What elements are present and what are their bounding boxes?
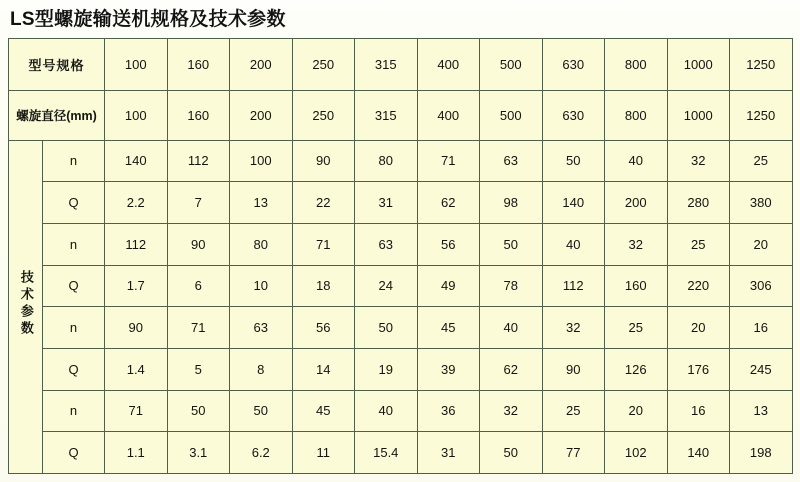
- table-cell: 78: [480, 265, 543, 307]
- table-cell: 90: [105, 307, 168, 349]
- table-cell: 100: [105, 39, 168, 91]
- table-cell: 80: [230, 223, 293, 265]
- spec-table-container: [8, 38, 792, 474]
- table-row-diameter: [9, 91, 793, 140]
- table-cell: 45: [292, 390, 355, 432]
- sub-header-q: Q: [43, 265, 105, 307]
- table-cell: 71: [167, 307, 230, 349]
- table-cell: 380: [730, 182, 793, 224]
- table-cell: 14: [292, 348, 355, 390]
- table-row-group4-q: [9, 432, 793, 474]
- table-cell: 198: [730, 432, 793, 474]
- table-row-group1-n: [9, 140, 793, 182]
- table-cell: 10: [230, 265, 293, 307]
- table-cell: 140: [667, 432, 730, 474]
- table-cell: 160: [605, 265, 668, 307]
- table-cell: 500: [480, 39, 543, 91]
- table-cell: 500: [480, 91, 543, 140]
- table-cell: 306: [730, 265, 793, 307]
- table-cell: 50: [480, 432, 543, 474]
- table-cell: 16: [730, 307, 793, 349]
- table-cell: 176: [667, 348, 730, 390]
- table-cell: 50: [167, 390, 230, 432]
- table-cell: 90: [292, 140, 355, 182]
- page-title: LS型螺旋输送机规格及技术参数: [10, 9, 286, 30]
- sub-header-n: n: [43, 307, 105, 349]
- row-header-tech-params: [9, 140, 43, 473]
- table-cell: 3.1: [167, 432, 230, 474]
- table-cell: 62: [417, 182, 480, 224]
- table-cell: 102: [605, 432, 668, 474]
- table-cell: 315: [355, 39, 418, 91]
- table-cell: 36: [417, 390, 480, 432]
- table-cell: 200: [230, 39, 293, 91]
- table-cell: 160: [167, 91, 230, 140]
- row-header-diameter: 螺旋直径(mm): [9, 91, 105, 140]
- table-cell: 800: [605, 91, 668, 140]
- table-cell: 90: [542, 348, 605, 390]
- table-cell: 40: [605, 140, 668, 182]
- table-cell: 63: [230, 307, 293, 349]
- table-cell: 90: [167, 223, 230, 265]
- table-cell: 50: [542, 140, 605, 182]
- table-cell: 200: [230, 91, 293, 140]
- table-cell: 16: [667, 390, 730, 432]
- table-cell: 20: [605, 390, 668, 432]
- table-cell: 100: [230, 140, 293, 182]
- table-cell: 1250: [730, 39, 793, 91]
- table-cell: 13: [730, 390, 793, 432]
- table-cell: 100: [105, 91, 168, 140]
- sub-header-q: Q: [43, 182, 105, 224]
- table-cell: 56: [417, 223, 480, 265]
- sub-header-q: Q: [43, 432, 105, 474]
- table-cell: 63: [480, 140, 543, 182]
- table-cell: 630: [542, 39, 605, 91]
- table-cell: 160: [167, 39, 230, 91]
- table-cell: 19: [355, 348, 418, 390]
- table-row-group4-n: [9, 390, 793, 432]
- table-cell: 2.2: [105, 182, 168, 224]
- table-cell: 1.4: [105, 348, 168, 390]
- sub-header-n: n: [43, 223, 105, 265]
- table-cell: 50: [355, 307, 418, 349]
- table-cell: 22: [292, 182, 355, 224]
- table-cell: 31: [355, 182, 418, 224]
- table-cell: 25: [730, 140, 793, 182]
- table-cell: 98: [480, 182, 543, 224]
- table-cell: 20: [667, 307, 730, 349]
- table-cell: 220: [667, 265, 730, 307]
- table-cell: 32: [605, 223, 668, 265]
- sub-header-n: n: [43, 140, 105, 182]
- table-cell: 5: [167, 348, 230, 390]
- table-row-group1-q: [9, 182, 793, 224]
- table-cell: 50: [480, 223, 543, 265]
- spec-table: [8, 38, 793, 474]
- table-cell: 245: [730, 348, 793, 390]
- tech-params-label: 技术参数: [18, 269, 34, 338]
- table-row-group3-q: [9, 348, 793, 390]
- table-cell: 18: [292, 265, 355, 307]
- table-cell: 630: [542, 91, 605, 140]
- table-cell: 8: [230, 348, 293, 390]
- table-cell: 800: [605, 39, 668, 91]
- table-cell: 1000: [667, 39, 730, 91]
- table-cell: 1.7: [105, 265, 168, 307]
- table-cell: 140: [542, 182, 605, 224]
- table-row-model: [9, 39, 793, 91]
- table-cell: 31: [417, 432, 480, 474]
- table-cell: 250: [292, 91, 355, 140]
- table-cell: 1000: [667, 91, 730, 140]
- table-cell: 400: [417, 91, 480, 140]
- table-row-group2-q: [9, 265, 793, 307]
- table-cell: 112: [542, 265, 605, 307]
- table-cell: 25: [605, 307, 668, 349]
- row-header-model: 型号规格: [9, 39, 105, 91]
- table-cell: 49: [417, 265, 480, 307]
- table-cell: 40: [355, 390, 418, 432]
- table-cell: 77: [542, 432, 605, 474]
- table-cell: 80: [355, 140, 418, 182]
- table-cell: 15.4: [355, 432, 418, 474]
- table-cell: 112: [167, 140, 230, 182]
- table-cell: 1.1: [105, 432, 168, 474]
- table-cell: 50: [230, 390, 293, 432]
- table-cell: 200: [605, 182, 668, 224]
- table-cell: 25: [667, 223, 730, 265]
- table-cell: 7: [167, 182, 230, 224]
- table-cell: 315: [355, 91, 418, 140]
- table-cell: 11: [292, 432, 355, 474]
- table-cell: 71: [105, 390, 168, 432]
- table-cell: 140: [105, 140, 168, 182]
- table-cell: 126: [605, 348, 668, 390]
- sub-header-q: Q: [43, 348, 105, 390]
- table-cell: 45: [417, 307, 480, 349]
- table-cell: 250: [292, 39, 355, 91]
- table-cell: 39: [417, 348, 480, 390]
- table-row-group3-n: [9, 307, 793, 349]
- table-cell: 112: [105, 223, 168, 265]
- table-cell: 6.2: [230, 432, 293, 474]
- table-cell: 40: [542, 223, 605, 265]
- table-cell: 71: [292, 223, 355, 265]
- table-cell: 32: [667, 140, 730, 182]
- table-cell: 280: [667, 182, 730, 224]
- table-cell: 56: [292, 307, 355, 349]
- table-cell: 32: [480, 390, 543, 432]
- table-cell: 63: [355, 223, 418, 265]
- table-cell: 24: [355, 265, 418, 307]
- table-cell: 25: [542, 390, 605, 432]
- sub-header-n: n: [43, 390, 105, 432]
- table-cell: 400: [417, 39, 480, 91]
- table-cell: 71: [417, 140, 480, 182]
- table-cell: 6: [167, 265, 230, 307]
- table-cell: 20: [730, 223, 793, 265]
- table-cell: 1250: [730, 91, 793, 140]
- table-row-group2-n: [9, 223, 793, 265]
- table-cell: 13: [230, 182, 293, 224]
- table-cell: 40: [480, 307, 543, 349]
- table-cell: 62: [480, 348, 543, 390]
- table-cell: 32: [542, 307, 605, 349]
